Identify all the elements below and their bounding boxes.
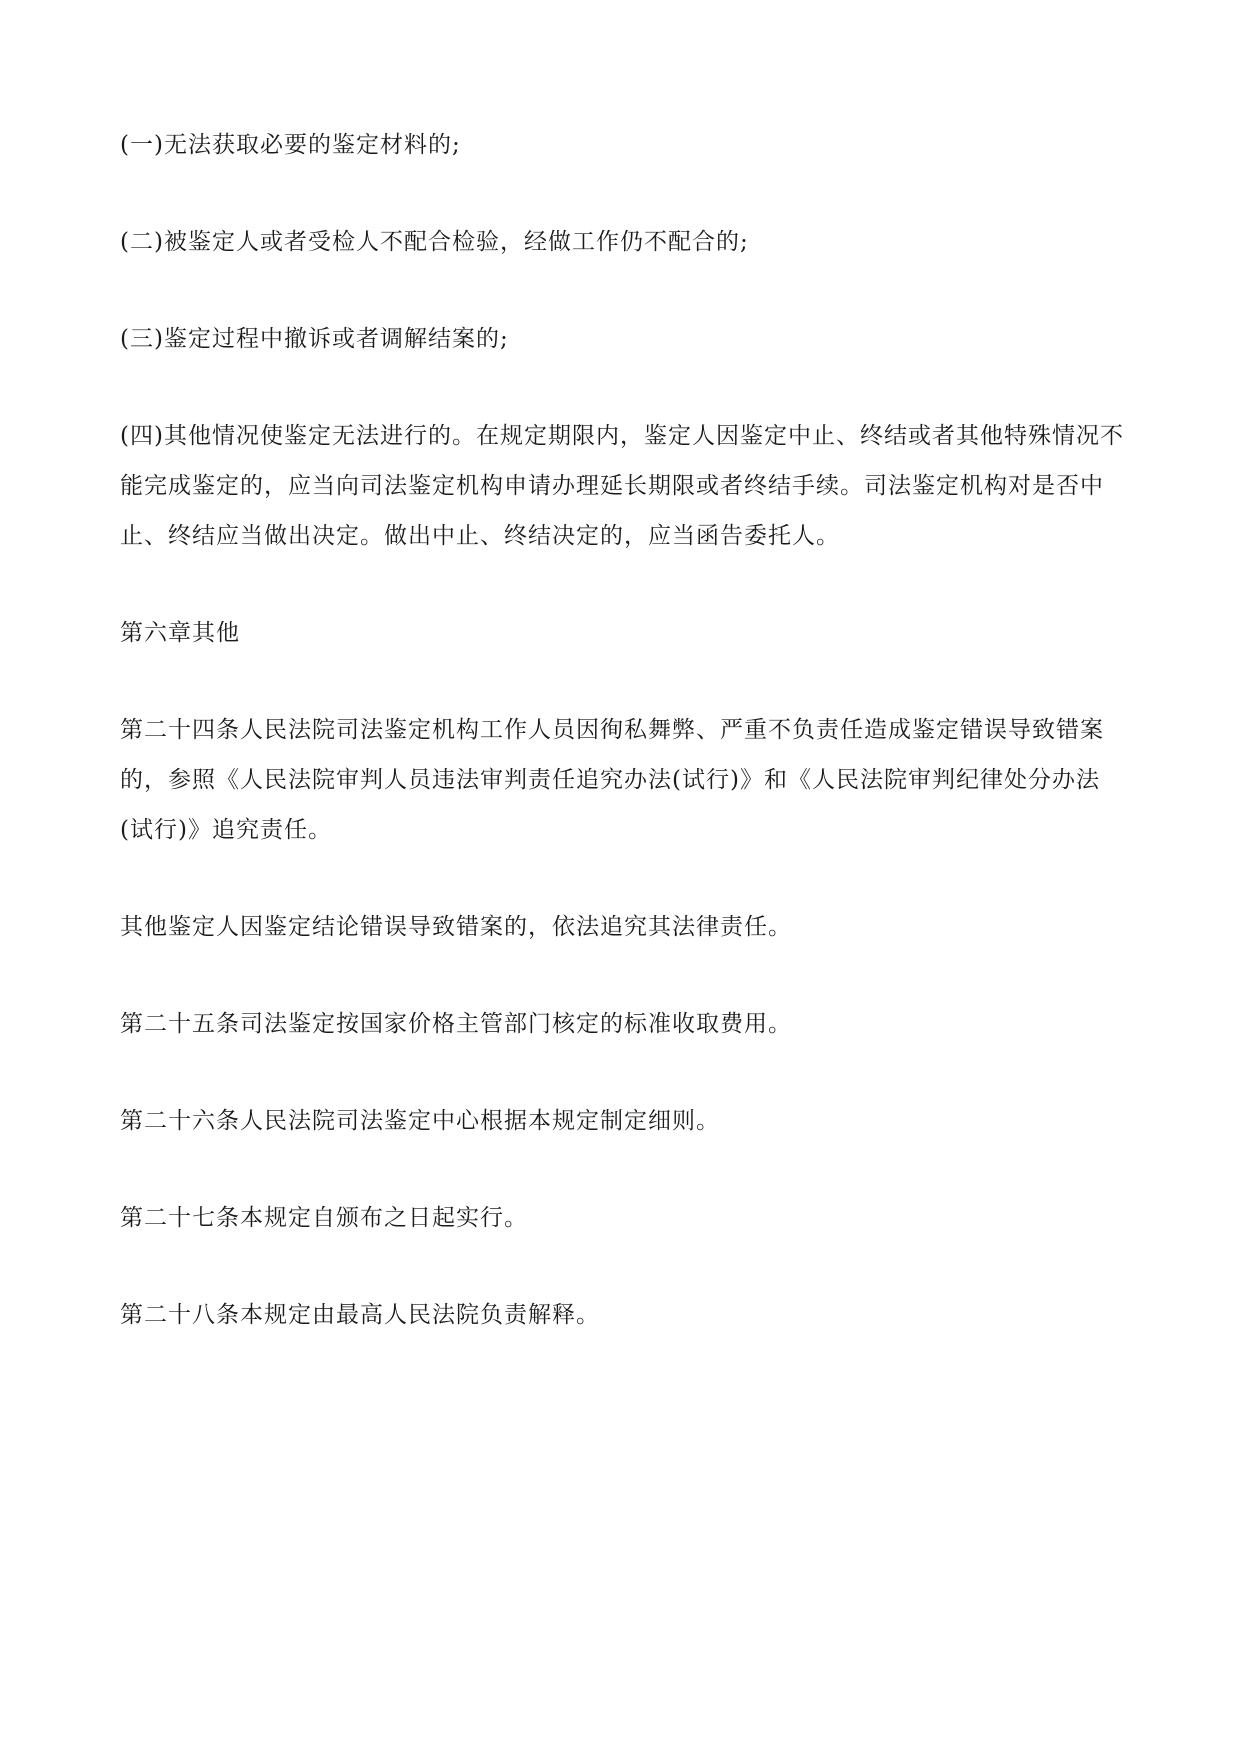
article-28: 第二十八条本规定由最高人民法院负责解释。 <box>120 1302 600 1328</box>
paragraph-item-3: (三)鉴定过程中撤诉或者调解结案的; <box>120 326 509 352</box>
article-26: 第二十六条人民法院司法鉴定中心根据本规定制定细则。 <box>120 1108 720 1134</box>
article-25: 第二十五条司法鉴定按国家价格主管部门核定的标准收取费用。 <box>120 1011 792 1037</box>
paragraph-item-4: (四)其他情况使鉴定无法进行的。在规定期限内，鉴定人因鉴定中止、终结或者其他特殊情况不能完成鉴定的，应当向司法鉴定机构申请办理延长期限或者终结手续。司法鉴定机构对是否中止、终结应当做出决定。做出中止、终结决定的，应当函告委托人。 <box>120 423 1124 549</box>
paragraph-item-1: (一)无法获取必要的鉴定材料的; <box>120 132 461 158</box>
chapter-heading: 第六章其他 <box>120 620 240 646</box>
article-27: 第二十七条本规定自颁布之日起实行。 <box>120 1205 528 1231</box>
paragraph-item-2: (二)被鉴定人或者受检人不配合检验，经做工作仍不配合的; <box>120 229 749 255</box>
article-24: 第二十四条人民法院司法鉴定机构工作人员因徇私舞弊、严重不负责任造成鉴定错误导致错案的，参照《人民法院审判人员违法审判责任追究办法(试行)》和《人民法院审判纪律处分办法(试行)》追究责任。 <box>120 717 1104 843</box>
paragraph-other-appraisers: 其他鉴定人因鉴定结论错误导致错案的，依法追究其法律责任。 <box>120 914 792 940</box>
